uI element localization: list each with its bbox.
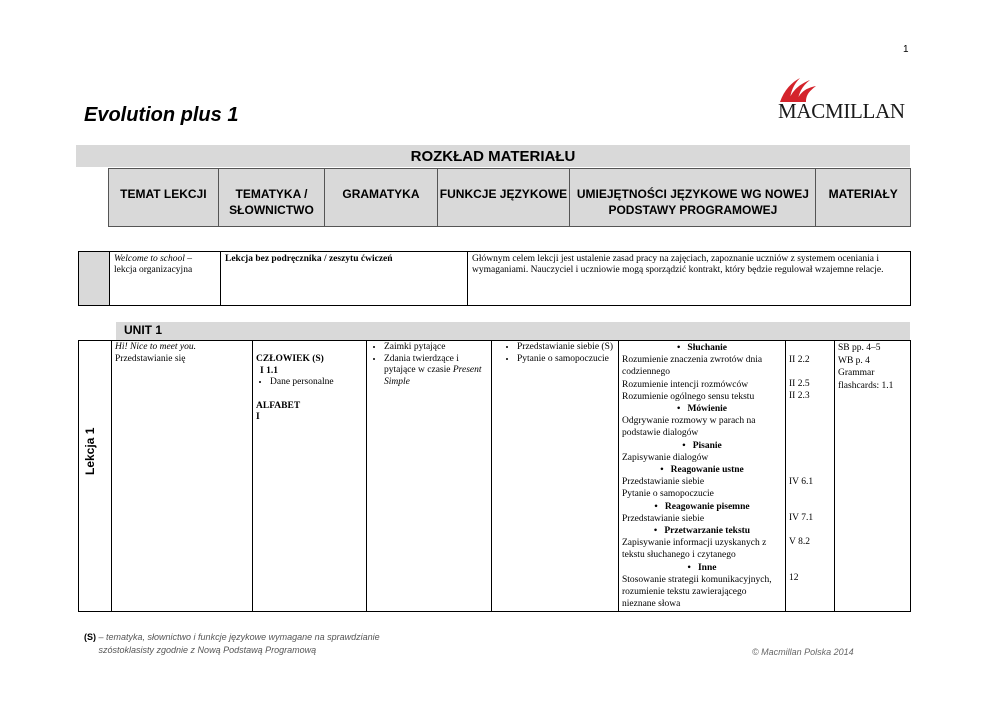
vocab-heading-2: ALFABET (256, 400, 301, 411)
grammar-item-text: Zdania twierdzące i pytające w czasie (384, 353, 459, 375)
skill-heading: Reagowanie ustne (670, 465, 744, 476)
column-headers (108, 168, 911, 227)
welcome-book: Lekcja bez podręcznika / zeszytu ćwiczeń (221, 252, 468, 306)
bullet-icon: • (676, 343, 681, 353)
lesson-topic (112, 341, 253, 612)
welcome-topic (110, 252, 221, 306)
welcome-row (78, 251, 911, 306)
header-functions: FUNKCJE JĘZYKOWE (437, 169, 570, 227)
bullet-icon: • (653, 526, 658, 537)
header-vocabulary: TEMATYKA / SŁOWNICTWO (218, 169, 325, 227)
grammar-tense: Present Simple (384, 365, 482, 387)
skill-heading-row (622, 342, 782, 354)
function-item: • Pytanie o samopoczucie (517, 354, 615, 366)
section-banner: ROZKŁAD MATERIAŁU (76, 145, 910, 167)
macmillan-logo (778, 72, 904, 124)
copyright: © Macmillan Polska 2014 (752, 647, 854, 657)
skill-line: Przedstawianie siebie (622, 477, 705, 488)
skill-heading-row (622, 525, 782, 537)
material-item: SB pp. 4–5 (838, 343, 881, 353)
welcome-description: Głównym celem lekcji jest ustalenie zasad pracy na zajęciach, zapoznanie uczniów z systemem oceniania i wymaganiami. Nauczyciel i uczniowie mogą sporządzić kontrakt, który będzie regulował wzajemne relacje. (468, 252, 911, 306)
skill-line: Zapisywanie informacji uzyskanych z tekstu słuchanego i czytanego (622, 538, 767, 561)
skill-line: Stosowanie strategii komunikacyjnych, rozumienie tekstu zawierającego nieznane słowa (622, 574, 772, 610)
skill-heading-row (622, 464, 782, 476)
lesson-codes (786, 341, 835, 612)
skill-heading: Reagowanie pisemne (664, 501, 750, 512)
skill-heading-row (622, 440, 782, 452)
lesson-functions (492, 341, 619, 612)
lesson-vocabulary (253, 341, 367, 612)
skill-heading-row (622, 501, 782, 513)
skill-heading: Mówienie (687, 404, 728, 415)
lesson-title: Hi! Nice to meet you. (115, 342, 196, 352)
grammar-item (384, 354, 488, 389)
header-topic: TEMAT LEKCJI (109, 169, 219, 227)
vocab-item: • Dane personalne (270, 377, 363, 389)
vocab-heading: CZŁOWIEK (S) (256, 354, 324, 364)
skill-code: V 8.2 (789, 537, 810, 548)
unit-label: UNIT 1 (124, 323, 163, 337)
grammar-item: • Zaimki pytające (384, 342, 488, 354)
footnote-marker: (S) (84, 632, 96, 642)
skill-code: II 2.5 (789, 379, 810, 390)
skill-line: Pytanie o samopoczucie (622, 489, 714, 500)
header-grammar: GRAMATYKA (325, 169, 437, 227)
skill-line: Rozumienie ogólnego sensu tekstu (622, 391, 755, 402)
lesson-materials (835, 341, 911, 612)
vocab-code-2: I (256, 412, 260, 422)
skill-line: Rozumienie znaczenia zwrotów dnia codziennego (622, 355, 763, 378)
skill-heading: Pisanie (692, 440, 722, 451)
material-item: Grammar flashcards: 1.1 (838, 368, 894, 391)
welcome-side-cell (79, 252, 110, 306)
skill-line: Zapisywanie dialogów (622, 452, 709, 463)
lesson-subtitle: Przedstawianie się (115, 353, 186, 364)
footnote (84, 631, 429, 657)
document-title: Evolution plus 1 (84, 104, 239, 126)
skill-line: Rozumienie intencji rozmówców (622, 379, 749, 390)
lesson-grammar (367, 341, 492, 612)
header-skills: UMIEJĘTNOŚCI JĘZYKOWE WG NOWEJ PODSTAWY PROGRAMOWEJ (570, 169, 816, 227)
welcome-subtitle: lekcja organizacyjna (114, 265, 193, 275)
bullet-icon: • (682, 440, 686, 451)
header-materials: MATERIAŁY (816, 169, 911, 227)
lesson-skills (619, 341, 786, 612)
skill-code: II 2.3 (789, 391, 810, 402)
skill-code: 12 (789, 573, 799, 584)
unit-1-lesson-row (78, 340, 911, 612)
welcome-title: Welcome to school – (114, 254, 193, 264)
skill-line: Przedstawianie siebie (622, 513, 705, 524)
skill-heading: Inne (697, 562, 717, 573)
skill-line: Odgrywanie rozmowy w parach na podstawie dialogów (622, 416, 756, 439)
bullet-icon: • (676, 404, 681, 415)
bullet-icon: • (660, 465, 664, 476)
function-item: • Przedstawianie siebie (S) (517, 342, 615, 354)
skill-heading-row (622, 403, 782, 415)
lesson-side-cell (79, 341, 112, 612)
footnote-text: – tematyka, słownictwo i funkcje językowe wymagane na sprawdzianie szóstoklasisty zgodnie z Nową Podstawą Programową (98, 632, 380, 655)
material-item: WB p. 4 (838, 355, 870, 366)
page-number: 1 (903, 44, 909, 55)
skill-heading: Przetwarzanie tekstu (664, 526, 751, 537)
skill-code: II 2.2 (789, 355, 810, 365)
skill-heading-row (622, 562, 782, 574)
skill-heading: Słuchanie (687, 343, 728, 353)
unit-band (116, 322, 910, 340)
skill-code: IV 7.1 (789, 512, 814, 523)
lesson-label: Lekcja 1 (83, 427, 97, 475)
bullet-icon: • (687, 562, 691, 573)
logo-wordmark: MACMILLAN (778, 99, 905, 123)
vocab-code: I 1.1 (260, 365, 278, 376)
skill-code: IV 6.1 (789, 476, 814, 487)
bullet-icon: • (654, 501, 658, 512)
